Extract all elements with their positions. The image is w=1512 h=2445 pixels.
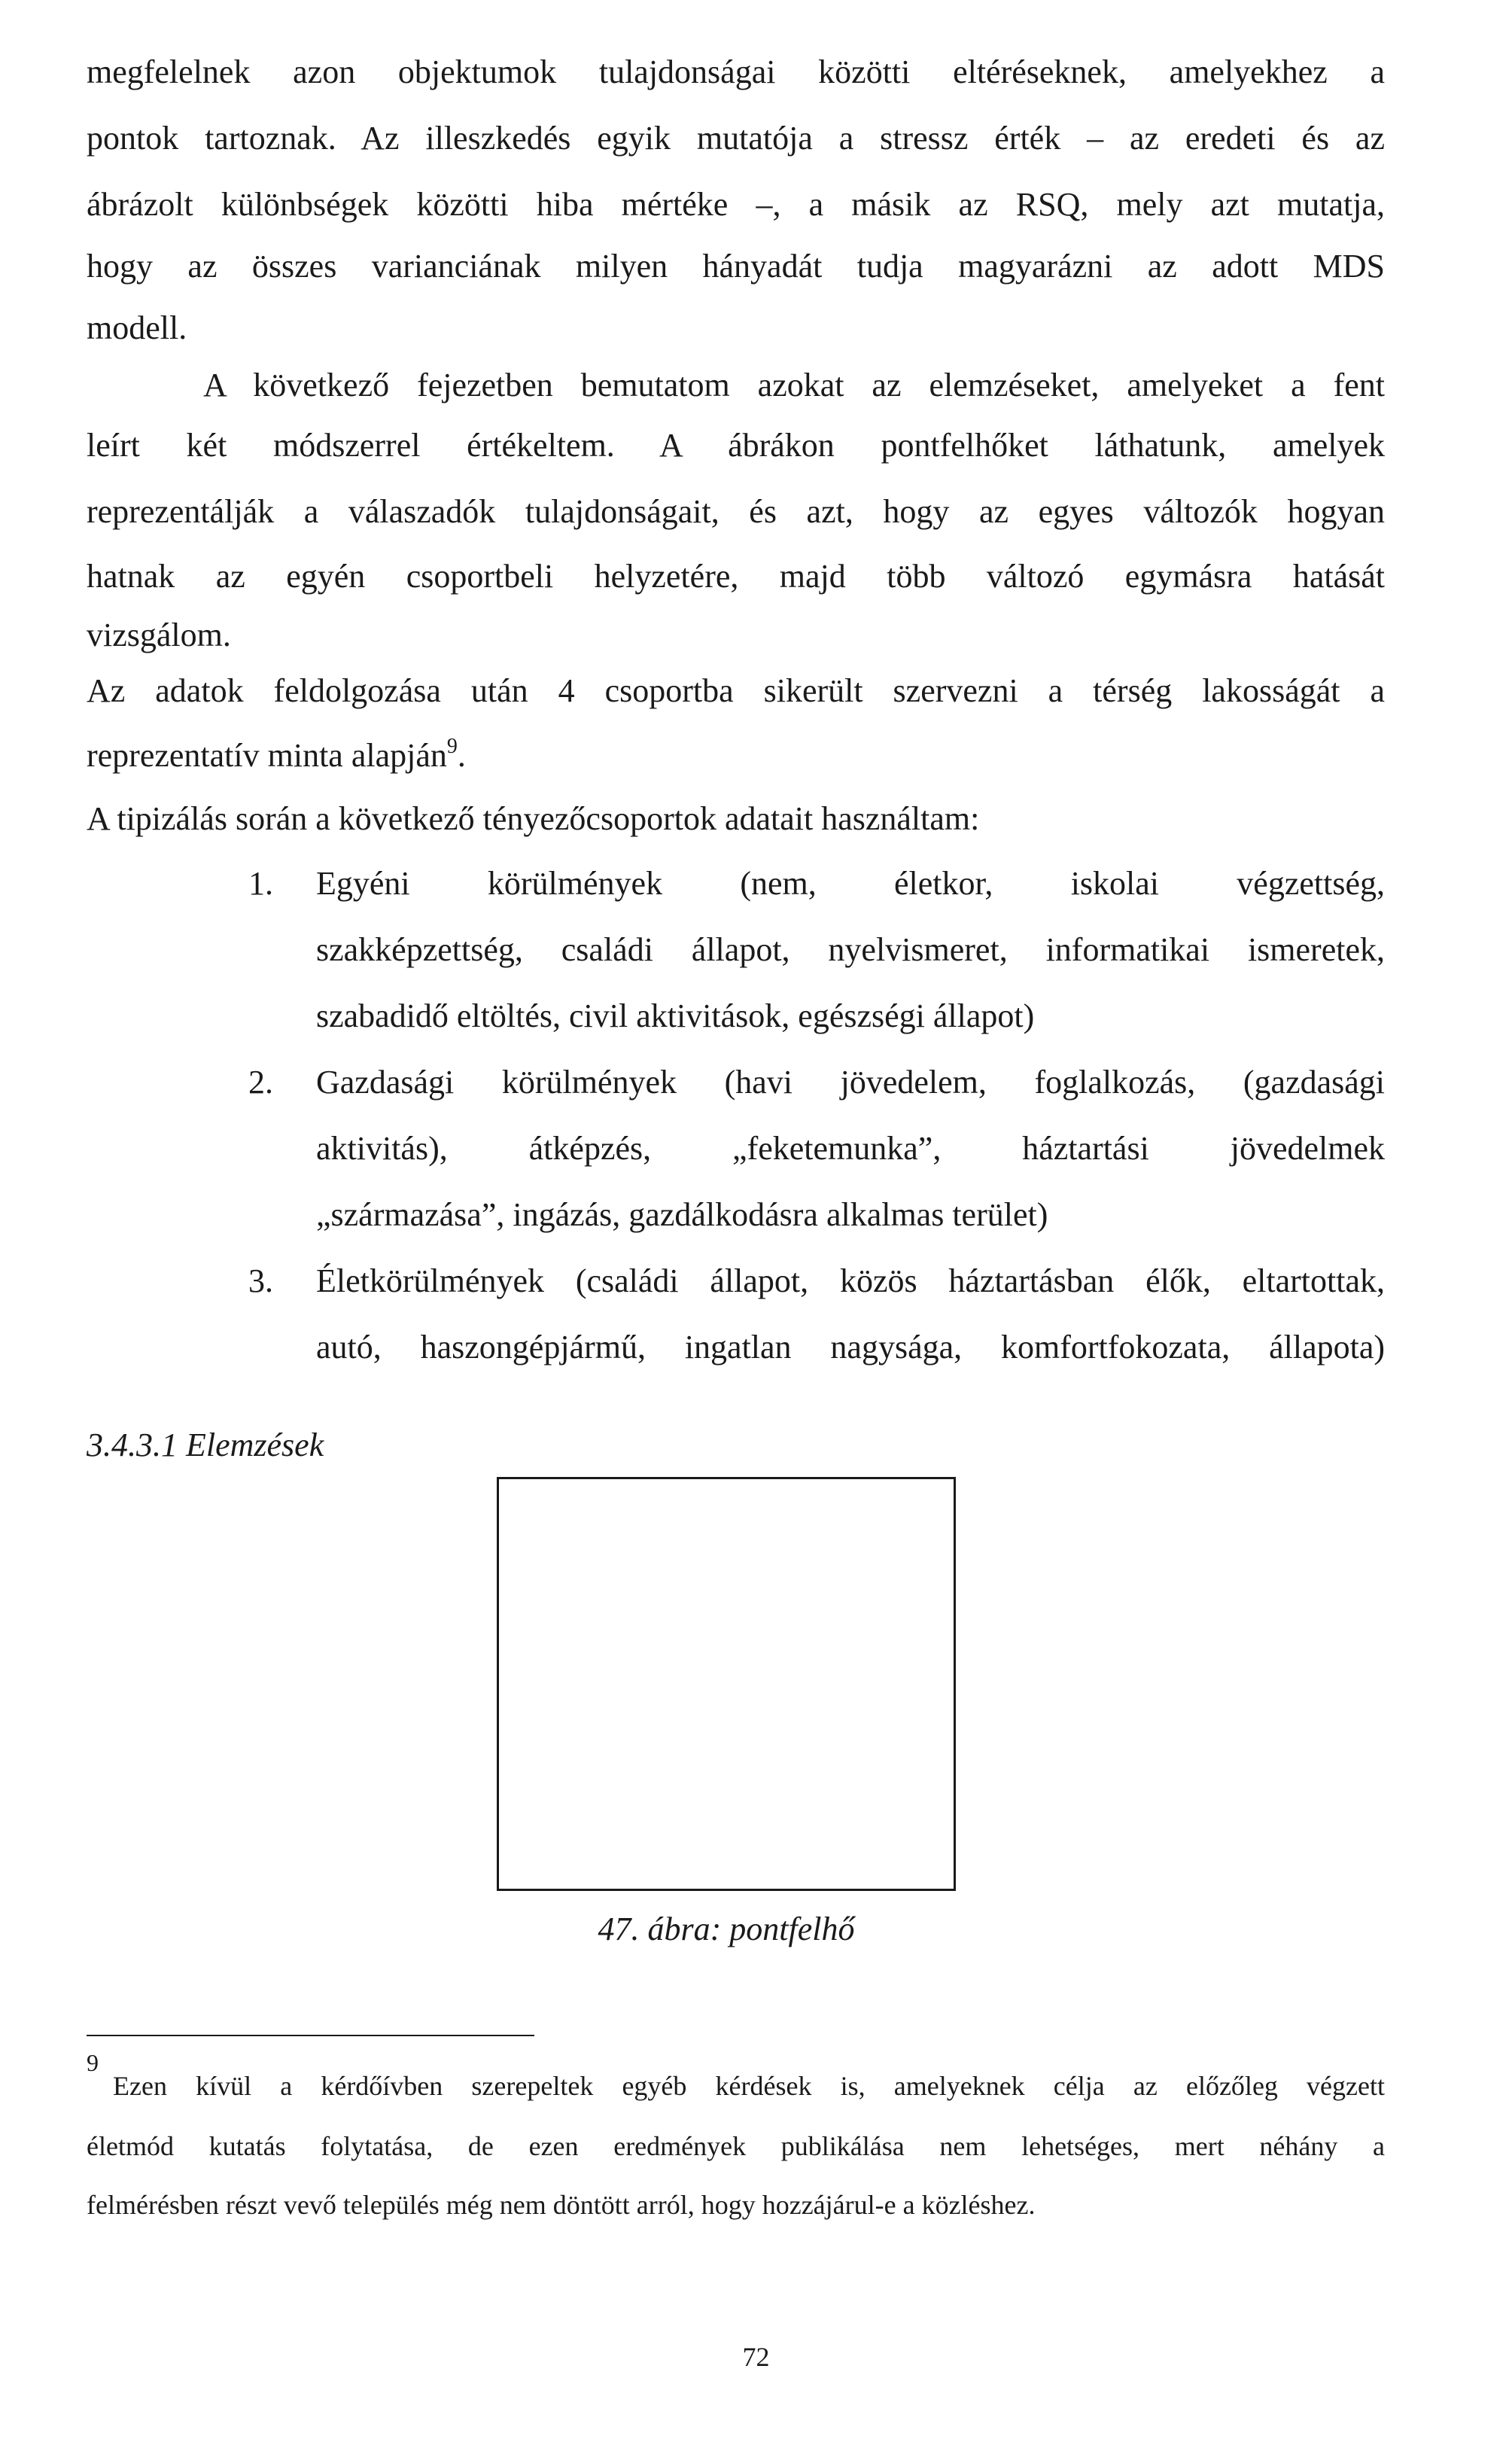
body-line-4: hogy az összes varianciának milyen hányadát tudja magyarázni az adott MDS [87,248,1385,285]
footnote-reference[interactable]: 9 [446,735,458,758]
list-item-3-number: 3. [248,1262,273,1299]
footnote-line-2: életmód kutatás folytatása, de ezen eredmények publikálása nem lehetséges, mert néhány a [87,2131,1385,2161]
list-item-3-line-1: Életkörülmények (családi állapot, közös háztartásban élők, eltartottak, [316,1262,1385,1299]
body-line-2: pontok tartoznak. Az illeszkedés egyik mutatója a stressz érték – az eredeti és az [87,120,1385,157]
list-item-1-line-3: szabadidő eltöltés, civil aktivitások, egészségi állapot) [316,997,1035,1034]
list-item-2-line-3: „származása”, ingázás, gazdálkodásra alkalmas terület) [316,1196,1048,1233]
footnote-line-3: felmérésben részt vevő település még nem döntött arról, hogy hozzájárul-e a közléshez. [87,2190,1036,2220]
list-item-1-line-2: szakképzettség, családi állapot, nyelvismeret, informatikai ismeretek, [316,931,1385,968]
figure-placeholder [497,1477,956,1891]
body-line-1: megfelelnek azon objektumok tulajdonságai közötti eltéréseknek, amelyekhez a [87,53,1385,90]
body-line-5: modell. [87,309,187,346]
list-item-3-line-2: autó, haszongépjármű, ingatlan nagysága, komfortfokozata, állapota) [316,1329,1385,1366]
body-line-3: ábrázolt különbségek közötti hiba mértéke –, a másik az RSQ, mely azt mutatja, [87,186,1385,223]
page-number: 72 [742,2342,770,2372]
body-line-12 [87,735,1385,777]
body-line-11: Az adatok feldolgozása után 4 csoportba sikerült szervezni a térség lakosságát a [87,672,1385,709]
body-line-13: A tipizálás során a következő tényezőcsoportok adatait használtam: [87,800,980,837]
footnote-mark: 9 [87,2049,99,2076]
section-heading: 3.4.3.1 Elemzések [87,1427,324,1463]
footnote-line-1: Ezen kívül a kérdőívben szerepeltek egyéb kérdések is, amelyeknek célja az előzőleg végzett [113,2071,1385,2101]
body-line-6: A következő fejezetben bemutatom azokat az elemzéseket, amelyeket a fent [203,367,1385,403]
list-item-1-line-1: Egyéni körülmények (nem, életkor, iskolai végzettség, [316,865,1385,902]
figure-caption: 47. ábra: pontfelhő [598,1911,855,1947]
footnote-divider [87,2035,534,2036]
body-line-12-text: reprezentatív minta alapján [87,737,447,774]
body-line-12-end: . [457,737,466,774]
list-item-2-line-2: aktivitás), átképzés, „feketemunka”, háztartási jövedelmek [316,1130,1385,1167]
list-item-2-line-1: Gazdasági körülmények (havi jövedelem, foglalkozás, (gazdasági [316,1064,1385,1101]
list-item-1-number: 1. [248,865,273,902]
body-line-8: reprezentálják a válaszadók tulajdonságait, és azt, hogy az egyes változók hogyan [87,493,1385,530]
body-line-7: leírt két módszerrel értékeltem. A ábrákon pontfelhőket láthatunk, amelyek [87,427,1385,464]
body-line-9: hatnak az egyén csoportbeli helyzetére, majd több változó egymásra hatását [87,558,1385,595]
list-item-2-number: 2. [248,1064,273,1101]
body-line-10: vizsgálom. [87,617,231,653]
